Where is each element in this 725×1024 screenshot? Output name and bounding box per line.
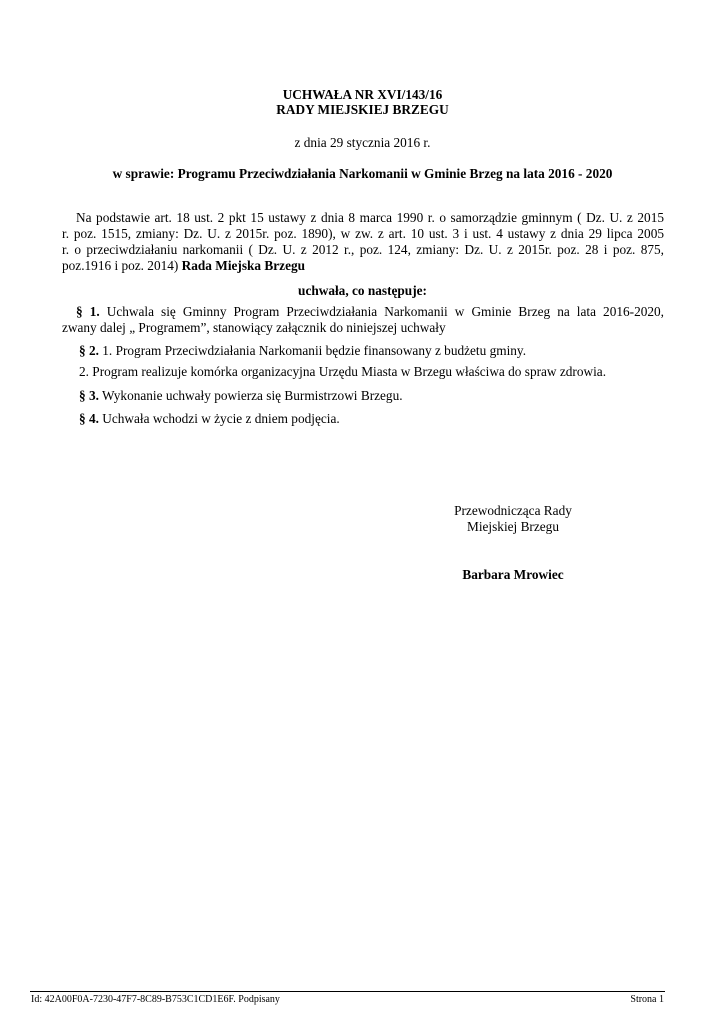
paragraph-2-mark: § 2. <box>79 343 99 358</box>
paragraph-2-text: 1. Program Przeciwdziałania Narkomanii będzie finansowany z budżetu gminy. <box>98 343 527 358</box>
page-number: Strona 1 <box>630 994 664 1005</box>
paragraph-1-line-1 <box>62 304 664 320</box>
paragraph-4-mark: § 4. <box>79 411 99 426</box>
council-body-name: Rada Miejska Brzegu <box>181 258 306 273</box>
paragraph-2-point-2: 2. Program realizuje komórka organizacyjna Urzędu Miasta w Brzegu właściwa do spraw zdrowia. <box>79 364 607 379</box>
resolution-number: UCHWAŁA NR XVI/143/16 <box>282 87 443 102</box>
paragraph-4 <box>79 411 664 427</box>
resolution-date: z dnia 29 stycznia 2016 r. <box>294 135 431 150</box>
paragraph-3 <box>79 388 664 404</box>
legal-basis <box>62 210 664 274</box>
footer-divider <box>30 991 665 992</box>
signatory-title-line-2: Miejskiej Brzegu <box>467 519 559 534</box>
paragraph-1-mark: § 1. <box>76 304 100 319</box>
paragraph-3-text: Wykonanie uchwały powierza się Burmistrzowi Brzegu. <box>98 388 403 403</box>
resolution-subject: w sprawie: Programu Przeciwdziałania Narkomanii w Gminie Brzeg na lata 2016 - 2020 <box>112 166 613 181</box>
council-name: RADY MIEJSKIEJ BRZEGU <box>276 102 449 117</box>
paragraph-4-text: Uchwała wchodzi w życie z dniem podjęcia. <box>98 411 340 426</box>
paragraph-1-text: Uchwala się Gminny Program Przeciwdziałania Narkomanii w Gminie Brzeg na lata 2016-2020, <box>99 304 664 319</box>
paragraph-2 <box>79 343 664 359</box>
legal-basis-line-1: Na podstawie art. 18 ust. 2 pkt 15 ustawy z dnia 8 marca 1990 r. o samorządzie gminnym ( Dz. U. z 2015 <box>76 210 664 225</box>
legal-basis-line-4 <box>62 258 664 274</box>
legal-basis-line-3: r. o przeciwdziałaniu narkomanii ( Dz. U. z 2012 r., poz. 124, zmiany: Dz. U. z 2015r. poz. 28 i poz. 875, <box>62 242 664 257</box>
paragraph-3-mark: § 3. <box>79 388 99 403</box>
paragraph-1-line-2: zwany dalej „ Programem”, stanowiący załącznik do niniejszej uchwały <box>62 320 446 335</box>
legal-basis-line-2: r. poz. 1515, zmiany: Dz. U. z 2015r. poz. 1890), w zw. z art. 10 ust. 3 i ust. 4 ustawy z dnia 29 lipca 2005 <box>62 226 664 241</box>
resolves-heading: uchwała, co następuje: <box>298 283 427 298</box>
signatory-name: Barbara Mrowiec <box>462 567 564 582</box>
signatory-title-line-1: Przewodnicząca Rady <box>454 503 572 518</box>
document-id: Id: 42A00F0A-7230-47F7-8C89-B753C1CD1E6F. Podpisany <box>31 994 280 1005</box>
legal-basis-line-4-text: poz.1916 i poz. 2014) <box>62 258 182 273</box>
